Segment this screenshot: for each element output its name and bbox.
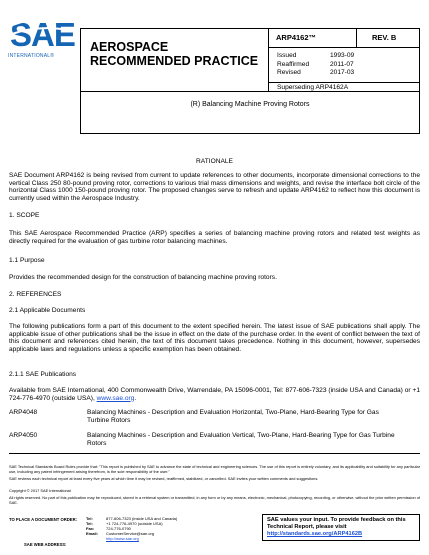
section-heading-applicable-documents: 2.1 Applicable Documents [9,307,86,314]
rationale-heading: RATIONALE [196,158,233,165]
footer-review: SAE reviews each technical report at least every five years at which time it may be revised, reaffirmed, stabilized, or cancelled. SAE invites your written comments and suggestions. [9,476,319,481]
section-heading-references: 2. REFERENCES [9,291,62,298]
section-heading-scope: 1. SCOPE [9,212,40,219]
superseding-note: Superseding ARP4162A [277,84,349,91]
footer-rule [9,453,420,454]
sae-publications-text: Available from SAE International, 400 Commonwealth Drive, Warrendale, PA 15096-0001, Tel: 877-606-7323 (inside USA and Canada) or +1 724-776-4970 (outside USA), www.sae.org. [9,387,420,402]
order-contacts [86,516,177,541]
reference-code: ARP4048 [9,409,38,416]
revision: REV. B [372,33,397,42]
document-type [90,40,258,68]
applicable-documents-text: The following publications form a part of this document to the extent specified herein. The latest issue of SAE publications shall apply. The applicable issue of other publications shall be the issue in effect on the date of the purchase order. In the event of conflict between the text of this document and references cited herein, the text of this document takes precedence. Nothing in this document, however, supersedes applicable laws and regulations unless a specific exemption has been obtained. [9,323,420,354]
reference-title: Balancing Machines - Description and Evaluation Vertical, Two-Plane, Hard-Bearing Type for Gas Turbine Rotors [87,432,395,447]
feedback-box [262,514,420,541]
scope-text: This SAE Aerospace Recommended Practice (ARP) specifies a series of balancing machine proving rotors and related test weights as directly required for the evaluation of gas turbine rotor balancing machines. [9,230,420,245]
document-type-line1: AEROSPACE [90,40,169,54]
sae-logo-mark [10,16,76,52]
footer-copyright: Copyright © 2017 SAE International [9,488,71,493]
web-address-label: SAE WEB ADDRESS: [24,542,67,547]
header-divider [268,82,420,83]
sae-homepage-link[interactable]: http://www.sae.org [106,536,139,542]
svg-text:SAE: SAE [10,16,75,52]
contact-row [86,536,177,541]
header-divider [80,91,420,92]
sae-logo-subtitle: INTERNATIONAL® [8,53,55,59]
footer-policy: SAE Technical Standards Board Rules provide that: "This report is published by SAE to advance the state of technical and engineering sciences. The use of this report is entirely voluntary, and its applicability and suitability for any particular use, including any patent infringement arising therefrom, is the sole responsibility of the user." [9,464,420,474]
document-subject: (R) Balancing Machine Proving Rotors [190,101,310,108]
purpose-text: Provides the recommended design for the construction of balancing machine proving rotors. [9,274,277,281]
sae-website-link[interactable]: www.sae.org [96,394,135,402]
date-row: Issued 1993-09 [277,52,355,59]
reference-code: ARP4050 [9,432,38,439]
date-row: Revised 2017-03 [277,69,355,76]
reference-title: Balancing Machines - Description and Evaluation Horizontal, Two-Plane, Hard-Bearing Type for Gas Turbine Rotors [87,409,379,424]
feedback-line1: SAE values your input. To provide feedback on this [267,517,406,523]
document-type-line2: RECOMMENDED PRACTICE [90,54,259,68]
date-row: Reaffirmed 2011-07 [277,60,354,68]
order-label: TO PLACE A DOCUMENT ORDER: [9,517,78,522]
document-dates [277,52,354,78]
section-heading-purpose: 1.1 Purpose [9,257,45,264]
rationale-text: SAE Document ARP4162 is being revised from current to update references to other documents, incorporate dimensional corrections to the vertical Class 250 80-pound proving rotor, corrections to various trial mass dimensions and weights, and revise the interface bolt circle of the horizontal Class 1000 150-pound proving rotor. The proposed changes serve to refresh and update ARP4162 to reflect how this document is currently used within the Aerospace Industry. [9,172,420,203]
contact-row: Tel: +1 724-776-4970 (outside USA) [86,521,163,527]
header-divider [268,47,420,48]
feedback-link[interactable]: http://standards.sae.org/ARP4162B [267,531,363,537]
feedback-line2: Technical Report, please visit [267,524,347,530]
contact-row: Fax: 724-776-0790 [86,526,131,532]
contact-row: Email: CustomerService@sae.org [86,531,155,537]
contact-row: Tel: 877-606-7323 (inside USA and Canada) [86,516,178,521]
header-divider [356,28,357,47]
section-heading-sae-publications: 2.1.1 SAE Publications [9,371,77,378]
document-number: ARP4162™ [276,33,317,42]
footer-rights: All rights reserved. No part of this publication may be reproduced, stored in a retrieval system or transmitted, in any form or by any means, electronic, mechanical, photocopying, recording, or otherwise, without the prior written permission of SAE. [9,495,420,505]
